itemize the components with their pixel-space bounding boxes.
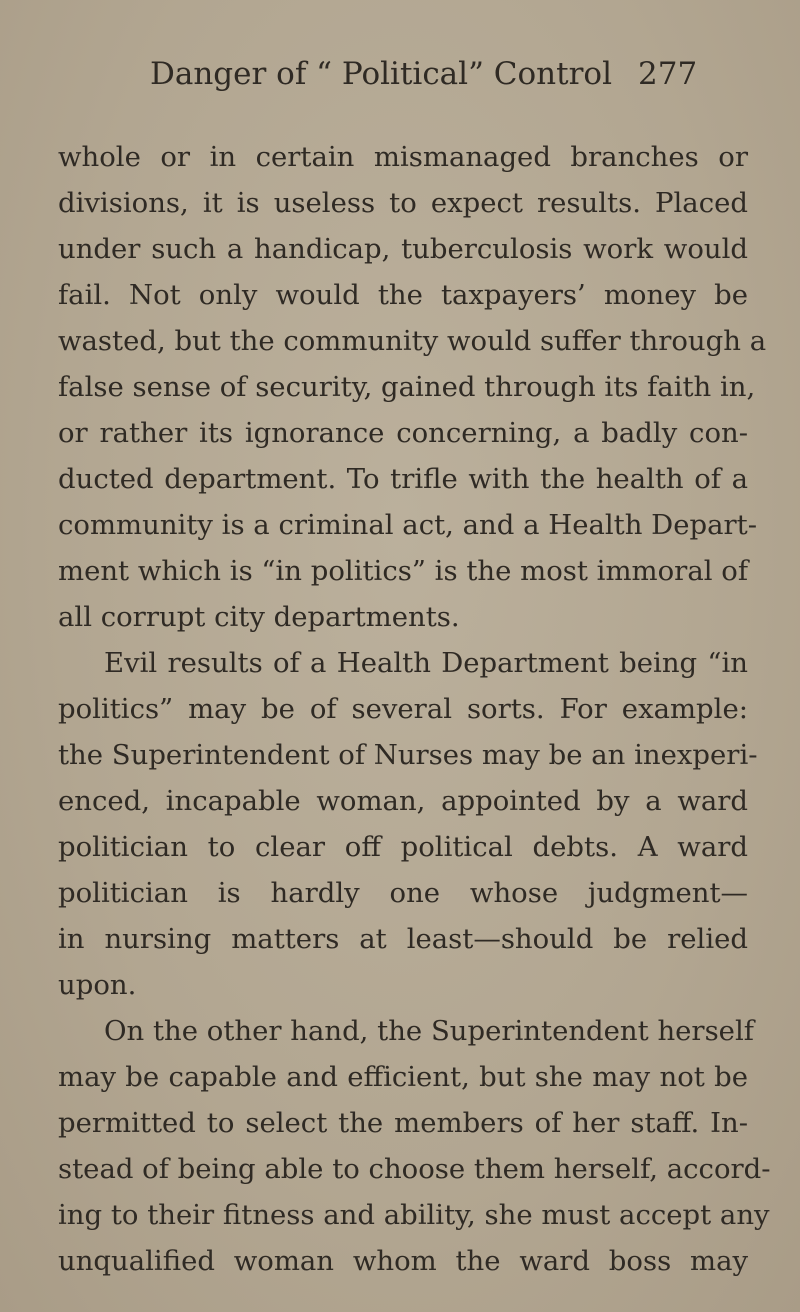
paragraph-end-line: all corrupt city departments.	[58, 601, 460, 633]
text-line: community is a criminal act, and a Health Depart-	[58, 509, 757, 541]
text-line: ment which is “in politics” is the most immoral of	[58, 555, 748, 587]
text-line: may be capable and efficient, but she may not be	[58, 1061, 748, 1093]
text-line: in nursing matters at least—should be relied	[58, 923, 748, 955]
text-line: ing to their fitness and ability, she must accept any	[58, 1199, 770, 1231]
text-line: divisions, it is useless to expect results. Placed	[58, 187, 748, 219]
paragraph-end-line: upon.	[58, 969, 137, 1001]
text-line: enced, incapable woman, appointed by a ward	[58, 785, 748, 817]
text-line: wasted, but the community would suffer through a	[58, 325, 767, 357]
text-line: stead of being able to choose them herself, accord-	[58, 1153, 771, 1185]
text-line: ducted department. To trifle with the health of a	[58, 463, 748, 495]
text-line: politician to clear off political debts. A ward	[58, 831, 748, 863]
text-line: false sense of security, gained through its faith in,	[58, 371, 756, 403]
running-header	[150, 50, 710, 98]
text-line: under such a handicap, tuberculosis work would	[58, 233, 748, 265]
running-title: Danger of “ Political” Control	[150, 56, 612, 92]
text-line: the Superintendent of Nurses may be an inexperi-	[58, 739, 758, 771]
page-number: 277	[638, 56, 698, 92]
text-line: unqualified woman whom the ward boss may	[58, 1245, 748, 1277]
paragraph-start-line: Evil results of a Health Department being “in	[104, 647, 748, 679]
paragraph-start-line: On the other hand, the Superintendent herself	[104, 1015, 754, 1047]
text-line: politics” may be of several sorts. For example:	[58, 693, 748, 725]
text-line: fail. Not only would the taxpayers’ money be	[58, 279, 748, 311]
text-line: politician is hardly one whose judgment—	[58, 877, 748, 909]
text-line: whole or in certain mismanaged branches or	[58, 141, 748, 173]
text-line: permitted to select the members of her staff. In-	[58, 1107, 748, 1139]
text-line: or rather its ignorance concerning, a badly con-	[58, 417, 748, 449]
